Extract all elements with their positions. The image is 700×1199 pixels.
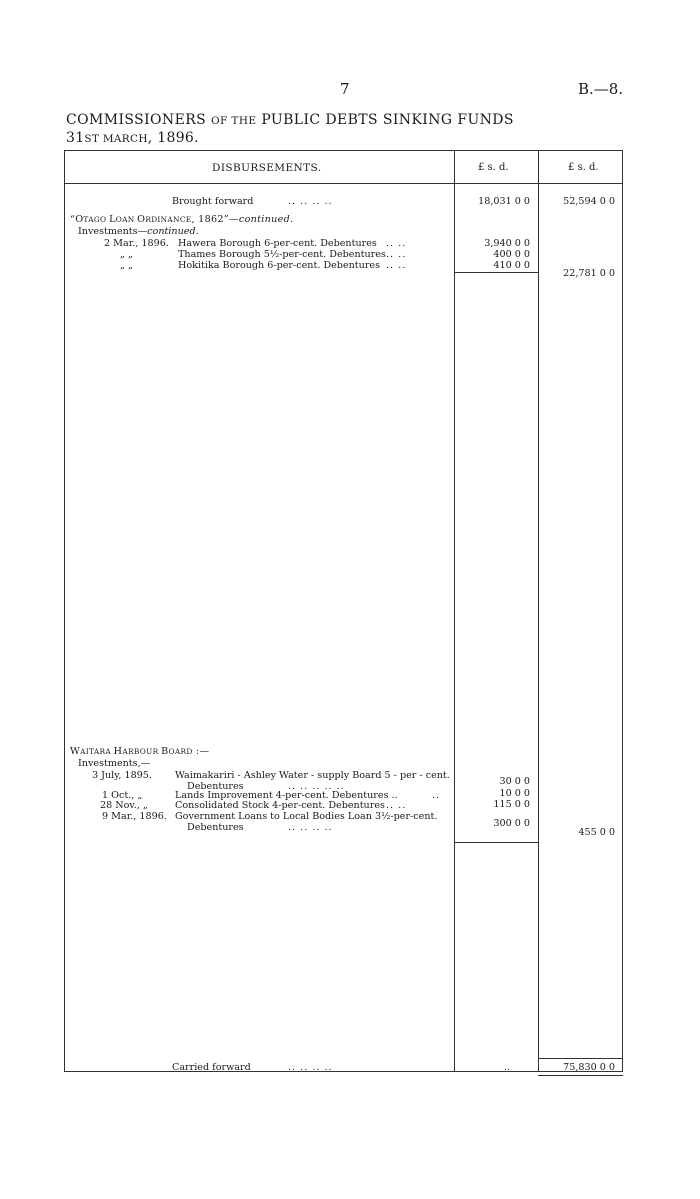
otago-row-date: „ „ [120, 249, 133, 260]
otago-section-heading: “OTAGO LOAN ORDINANCE, 1862”—continued. [70, 214, 294, 225]
page-date: 31ST MARCH, 1896. [66, 130, 199, 146]
otago-row-date: 2 Mar., 1896. [104, 238, 169, 249]
waitara-row-description: Government Loans to Local Bodies Loan 3½-per-cent. [175, 811, 438, 822]
brought-forward-col1: 18,031 0 0 [478, 196, 530, 207]
brought-forward-dots: .. .. .. .. [288, 196, 333, 207]
otago-row-dots: .. .. [386, 249, 407, 260]
waitara-row-date: 28 Nov., „ [100, 800, 148, 811]
column-rule-2 [538, 150, 539, 1072]
money-header-col1: £ s. d. [478, 162, 509, 173]
brought-forward-label: Brought forward [172, 196, 254, 207]
document-reference: B.—8. [578, 80, 624, 98]
waitara-row-amount: 300 0 0 [493, 818, 530, 829]
brought-forward-col2: 52,594 0 0 [563, 196, 615, 207]
waitara-row-date: 1 Oct., „ [102, 790, 143, 801]
otago-total: 22,781 0 0 [563, 268, 615, 279]
otago-row-description: Thames Borough 5½-per-cent. Debentures [178, 249, 386, 260]
otago-row-dots: .. .. [386, 260, 407, 271]
bottom-double-rule [538, 1075, 623, 1076]
carried-forward-col1: .. [503, 1062, 510, 1073]
waitara-row-description-cont: Debentures [187, 781, 244, 792]
otago-row-amount: 410 0 0 [493, 260, 530, 271]
waitara-subtotal-rule [454, 842, 538, 843]
carried-forward-col2: 75,830 0 0 [563, 1062, 615, 1073]
otago-row-amount: 400 0 0 [493, 249, 530, 260]
waitara-row-description-cont: Debentures [187, 822, 244, 833]
waitara-row-amount: 30 0 0 [499, 776, 530, 787]
carried-forward-dots: .. .. .. .. [288, 1062, 333, 1073]
header-rule [64, 183, 623, 184]
waitara-total: 455 0 0 [578, 827, 615, 838]
otago-subtotal-rule [454, 272, 538, 273]
waitara-row-description: Consolidated Stock 4-per-cent. Debentures [175, 800, 385, 811]
page-number: 7 [340, 80, 350, 98]
waitara-row-dots: .. .. .. .. .. [288, 781, 345, 792]
carried-forward-label: Carried forward [172, 1062, 251, 1073]
otago-row-date: „ „ [120, 260, 133, 271]
money-header-col2: £ s. d. [568, 162, 599, 173]
waitara-section-heading: WAITARA HARBOUR BOARD :— [70, 746, 210, 757]
otago-row-amount: 3,940 0 0 [484, 238, 530, 249]
otago-row-dots: .. .. [386, 238, 407, 249]
waitara-row-amount: 115 0 0 [493, 799, 530, 810]
waitara-row-dots: .. [432, 790, 441, 801]
waitara-row-amount: 10 0 0 [499, 788, 530, 799]
waitara-row-dots: .. .. [386, 800, 407, 811]
waitara-row-date: 9 Mar., 1896. [102, 811, 167, 822]
disbursements-header: DISBURSEMENTS. [212, 162, 322, 174]
otago-investments-label: Investments—continued. [78, 226, 199, 237]
waitara-row-description: Lands Improvement 4-per-cent. Debentures .. [175, 790, 398, 801]
waitara-row-date: 3 July, 1895. [92, 770, 152, 781]
carried-forward-rule [538, 1058, 623, 1059]
page-title: COMMISSIONERS OF THE PUBLIC DEBTS SINKING FUNDS [66, 112, 514, 128]
disbursements-table [64, 150, 623, 1072]
column-rule-1 [454, 150, 455, 1072]
otago-row-description: Hawera Borough 6-per-cent. Debentures [178, 238, 377, 249]
otago-row-description: Hokitika Borough 6-per-cent. Debentures [178, 260, 381, 271]
waitara-row-dots: .. .. .. .. [288, 822, 333, 833]
waitara-investments-label: Investments,— [78, 758, 151, 769]
waitara-row-description: Waimakariri - Ashley Water - supply Board 5 - per - cent. [175, 770, 450, 781]
